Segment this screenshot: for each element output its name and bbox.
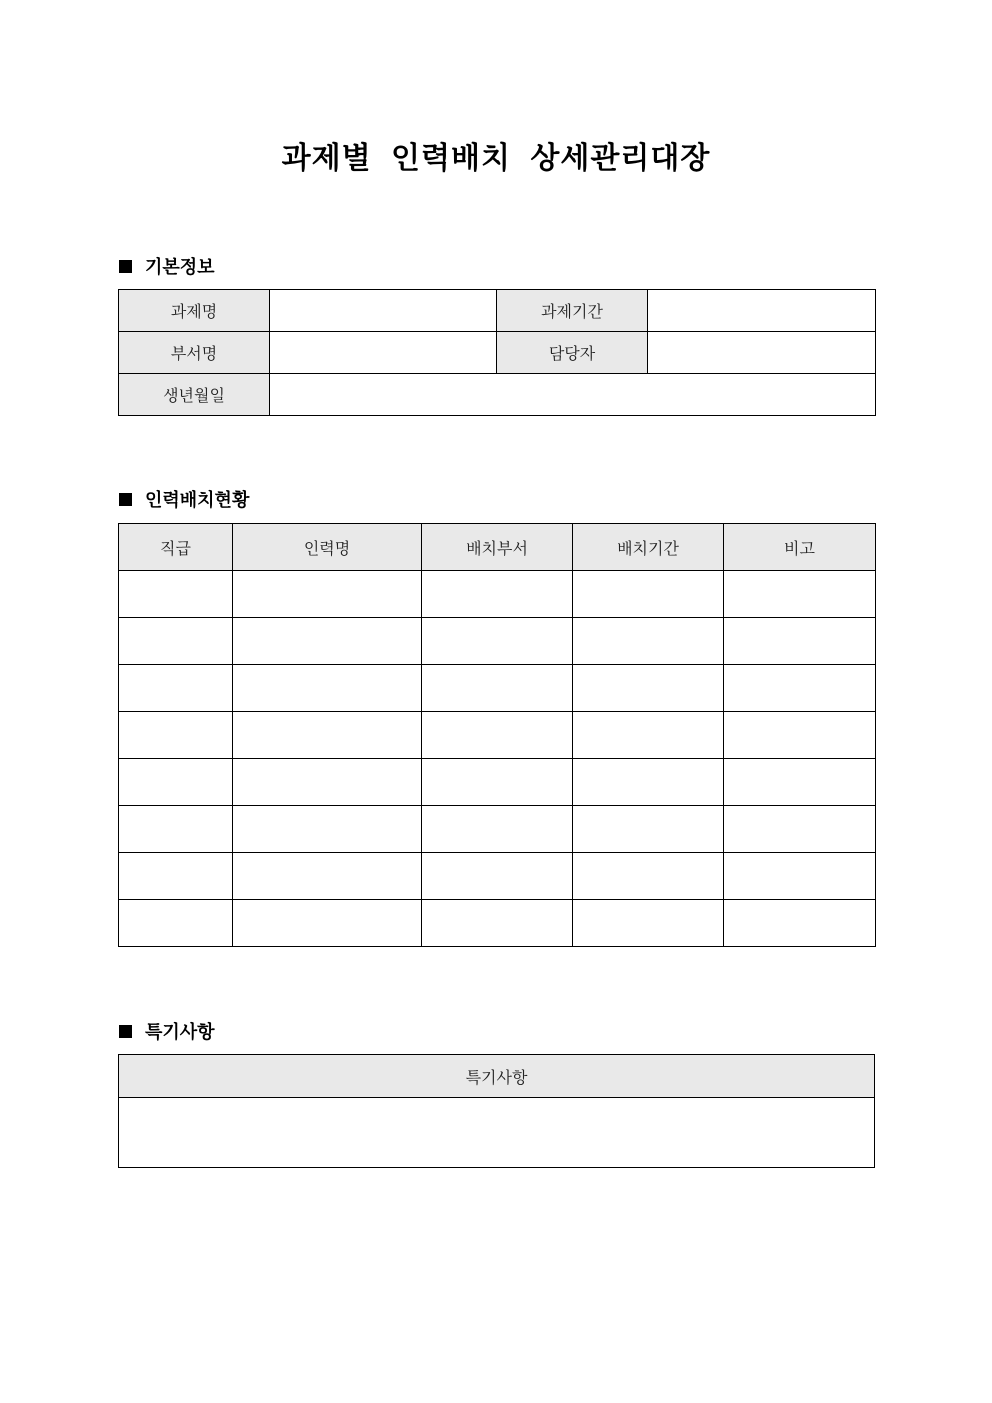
note-cell[interactable]: [724, 759, 876, 806]
table-row: [119, 759, 876, 806]
period-cell[interactable]: [573, 853, 724, 900]
staff-name-cell[interactable]: [233, 665, 422, 712]
column-header-staff-name: 인력명: [233, 524, 422, 571]
section-heading-basic-info: [119, 253, 215, 279]
manager-field[interactable]: [648, 332, 876, 374]
project-period-label: 과제기간: [497, 290, 648, 332]
table-row: [119, 571, 876, 618]
staff-name-cell[interactable]: [233, 853, 422, 900]
birth-date-label: 생년월일: [119, 374, 270, 416]
table-row: [119, 900, 876, 947]
period-cell[interactable]: [573, 571, 724, 618]
basic-info-table: [118, 289, 876, 416]
note-cell[interactable]: [724, 618, 876, 665]
square-bullet-icon: [119, 260, 132, 273]
department-cell[interactable]: [422, 853, 573, 900]
staff-name-cell[interactable]: [233, 571, 422, 618]
birth-date-field[interactable]: [270, 374, 876, 416]
department-cell[interactable]: [422, 900, 573, 947]
section-title: 특기사항: [145, 1022, 215, 1043]
table-row: [119, 1098, 875, 1168]
column-header-rank: 직급: [119, 524, 233, 571]
table-row: [119, 374, 876, 416]
note-cell[interactable]: [724, 853, 876, 900]
note-cell[interactable]: [724, 900, 876, 947]
column-header-department: 배치부서: [422, 524, 573, 571]
note-cell[interactable]: [724, 806, 876, 853]
section-heading-staff-assignment: [119, 486, 249, 512]
rank-cell[interactable]: [119, 712, 233, 759]
square-bullet-icon: [119, 493, 132, 506]
remarks-table: [118, 1054, 875, 1168]
remarks-content-field[interactable]: [119, 1098, 875, 1168]
note-cell[interactable]: [724, 712, 876, 759]
rank-cell[interactable]: [119, 571, 233, 618]
column-header-period: 배치기간: [573, 524, 724, 571]
note-cell[interactable]: [724, 571, 876, 618]
rank-cell[interactable]: [119, 806, 233, 853]
column-header-remarks: 특기사항: [119, 1055, 875, 1098]
department-cell[interactable]: [422, 712, 573, 759]
table-row: [119, 806, 876, 853]
table-row: [119, 618, 876, 665]
period-cell[interactable]: [573, 900, 724, 947]
document-title: 과제별 인력배치 상세관리대장: [281, 141, 711, 176]
staff-name-cell[interactable]: [233, 712, 422, 759]
section-title: 기본정보: [145, 257, 215, 278]
department-cell[interactable]: [422, 571, 573, 618]
staff-name-cell[interactable]: [233, 759, 422, 806]
table-row: [119, 665, 876, 712]
department-cell[interactable]: [422, 665, 573, 712]
department-cell[interactable]: [422, 618, 573, 665]
table-row: [119, 712, 876, 759]
staff-name-cell[interactable]: [233, 618, 422, 665]
department-cell[interactable]: [422, 759, 573, 806]
staff-name-cell[interactable]: [233, 806, 422, 853]
column-header-note: 비고: [724, 524, 876, 571]
table-row: [119, 853, 876, 900]
department-cell[interactable]: [422, 806, 573, 853]
project-name-label: 과제명: [119, 290, 270, 332]
manager-label: 담당자: [497, 332, 648, 374]
department-label: 부서명: [119, 332, 270, 374]
rank-cell[interactable]: [119, 853, 233, 900]
table-row: [119, 290, 876, 332]
rank-cell[interactable]: [119, 665, 233, 712]
rank-cell[interactable]: [119, 900, 233, 947]
period-cell[interactable]: [573, 712, 724, 759]
section-heading-remarks: [119, 1018, 215, 1044]
table-header-row: [119, 524, 876, 571]
period-cell[interactable]: [573, 618, 724, 665]
rank-cell[interactable]: [119, 618, 233, 665]
project-period-field[interactable]: [648, 290, 876, 332]
period-cell[interactable]: [573, 806, 724, 853]
department-field[interactable]: [270, 332, 497, 374]
rank-cell[interactable]: [119, 759, 233, 806]
table-header-row: [119, 1055, 875, 1098]
square-bullet-icon: [119, 1025, 132, 1038]
note-cell[interactable]: [724, 665, 876, 712]
staff-name-cell[interactable]: [233, 900, 422, 947]
period-cell[interactable]: [573, 759, 724, 806]
period-cell[interactable]: [573, 665, 724, 712]
project-name-field[interactable]: [270, 290, 497, 332]
staff-assignment-table: [118, 523, 876, 947]
table-row: [119, 332, 876, 374]
section-title: 인력배치현황: [145, 490, 250, 511]
